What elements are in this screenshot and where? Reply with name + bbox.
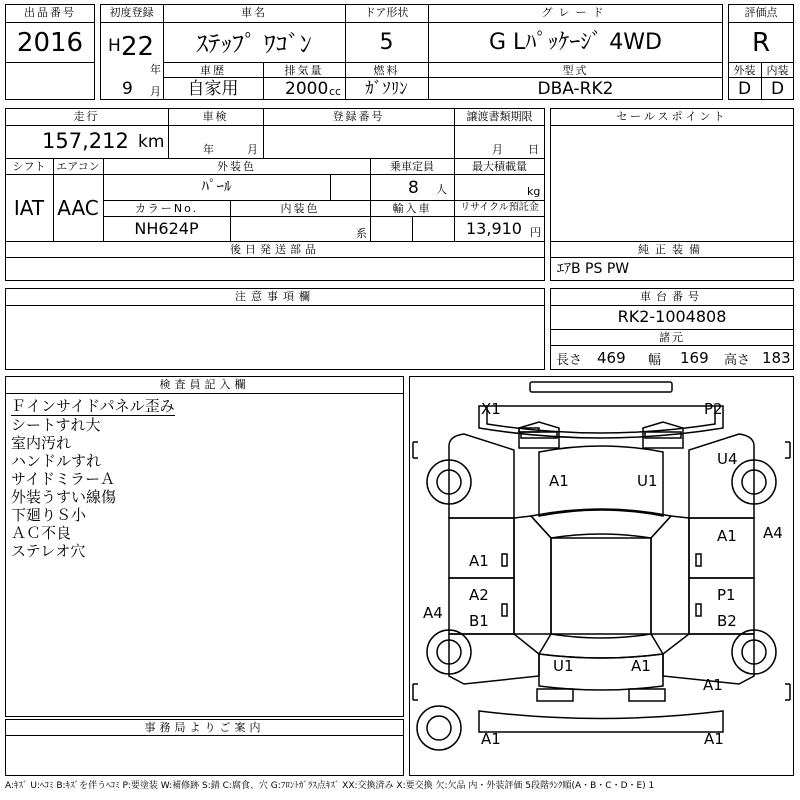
score-value: R (751, 28, 771, 58)
later-parts-header: 後日発送部品 (230, 243, 320, 256)
length-label: 長さ (556, 353, 583, 368)
transfer-header: 譲渡書類期限 (466, 110, 533, 123)
mileage-header: 走行 (73, 110, 100, 123)
cc-unit: cc (329, 85, 342, 98)
exterior-value: D (737, 79, 752, 99)
equipment-value: ｴｱB PS PW (557, 261, 630, 277)
import-header: 輸入車 (392, 202, 432, 215)
notes-header: 注意事項欄 (235, 290, 315, 303)
kg-unit: kg (527, 185, 541, 198)
height-value: 183 (762, 349, 791, 367)
specs-header: 諸元 (659, 331, 685, 344)
car-damage-diagram (409, 376, 794, 776)
damage-a1-fr-door: A1 (717, 527, 737, 545)
recycle-header: リサイクル預託金 (460, 202, 539, 213)
exterior-header: 外装 (733, 64, 756, 77)
shift-header: シフト (12, 160, 46, 173)
mileage-value: 157,212 (42, 129, 129, 153)
transfer-month: 月 (492, 143, 503, 156)
model-header: 型式 (562, 64, 589, 77)
inspection-year: 年 (203, 143, 214, 156)
car-name-value: ｽﾃｯﾌﾟ ﾜｺﾞﾝ (196, 30, 312, 58)
interior-value: D (770, 79, 785, 99)
capacity-value: 8 (408, 178, 419, 198)
inspector-note: 室内汚れ (11, 434, 72, 452)
damage-a1-bottom-r: A1 (704, 730, 724, 748)
width-value: 169 (680, 349, 709, 367)
lot-no-value: 2016 (16, 28, 84, 58)
length-value: 469 (597, 349, 626, 367)
inspector-note: Ｆインサイドパネル歪み (11, 397, 175, 415)
color-no-header: カラーNo. (134, 202, 199, 215)
lot-no-header: 出品番号 (24, 6, 76, 19)
damage-x1: X1 (481, 400, 501, 418)
inspector-note: サイドミラーＡ (11, 470, 115, 488)
month-value: 9 (122, 79, 133, 99)
grade-value: G Lﾊﾟｯｹｰｼﾞ 4WD (489, 30, 662, 55)
yen-unit: 円 (530, 226, 541, 239)
inspector-header: 検査員記入欄 (159, 378, 250, 391)
inspector-note: ステレオ穴 (11, 542, 86, 560)
color-no-value: NH624P (134, 219, 199, 238)
sales-point-header: セールスポイント (616, 110, 728, 123)
model-value: DBA-RK2 (537, 79, 614, 99)
door-value: 5 (379, 30, 394, 55)
width-label: 幅 (648, 353, 662, 368)
km-unit: km (138, 132, 165, 152)
damage-u1-rear: U1 (553, 657, 574, 675)
damage-a1-rear: A1 (631, 657, 651, 675)
office-header: 事務局よりご案内 (144, 721, 265, 734)
car-name-header: 車名 (241, 6, 267, 19)
first-reg-header: 初度登録 (109, 6, 154, 19)
inspector-note: シートすれ大 (11, 416, 101, 434)
transfer-day: 日 (528, 143, 539, 156)
displacement-value: 2000 (285, 79, 329, 99)
ext-color-header: 外装色 (217, 160, 256, 173)
chassis-value: RK2-1004808 (617, 307, 727, 326)
damage-u4: U4 (717, 450, 738, 468)
era-value: H (108, 36, 121, 56)
capacity-header: 乗車定員 (390, 160, 434, 173)
person-unit: 人 (436, 183, 447, 196)
ext-color-value: ﾊﾟｰﾙ (201, 177, 232, 195)
inspector-notes-list (11, 396, 175, 560)
damage-a1-rear-r: A1 (703, 676, 723, 694)
damage-legend: A:ｷｽﾞ U:ﾍｺﾐ B:ｷｽﾞを伴うﾍｺﾐ P:要塗装 W:補修跡 S:錆 C:腐食、穴 G:ﾌﾛﾝﾄｶﾞﾗｽ点ｷｽﾞ XX:交換済み X:要交換 欠:欠品 内・外装評価 5段階ﾗﾝｸ順(A・B・C・D・E) 1 (5, 781, 655, 791)
year-value: 22 (121, 32, 155, 62)
ac-header: エアコン (56, 160, 100, 173)
damage-a1-fl-door: A1 (469, 552, 489, 570)
fuel-value: ｶﾞｿﾘﾝ (365, 79, 408, 99)
interior-header: 内装 (766, 64, 789, 77)
inspector-note: ＡＣ不良 (11, 524, 72, 542)
shift-value: IAT (13, 196, 45, 220)
door-header: ドア形状 (364, 6, 409, 19)
damage-a2: A2 (469, 586, 489, 604)
month-unit: 月 (150, 85, 161, 98)
chassis-header: 車台番号 (640, 290, 704, 303)
max-load-header: 最大積載量 (472, 160, 527, 173)
damage-u1-hood-r: U1 (637, 472, 658, 490)
inspector-note: 下廻りＳ小 (11, 506, 87, 524)
damage-a1-hood-l: A1 (549, 472, 569, 490)
damage-a1-bottom-l: A1 (481, 730, 501, 748)
int-color-header: 内装色 (280, 202, 320, 215)
inspection-header: 車検 (202, 110, 229, 123)
displacement-header: 排気量 (284, 64, 324, 77)
fuel-header: 燃料 (373, 64, 400, 77)
recycle-value: 13,910 (466, 219, 522, 238)
damage-a4-right: A4 (763, 524, 783, 542)
ac-value: AAC (57, 196, 99, 220)
damage-p1: P1 (717, 586, 736, 604)
inspector-note: 外装うすい線傷 (11, 488, 117, 506)
damage-p2: P2 (704, 400, 723, 418)
reg-no-header: 登録番号 (332, 110, 385, 123)
damage-b1: B1 (469, 612, 489, 630)
height-label: 高さ (724, 353, 751, 368)
history-header: 車歴 (200, 64, 226, 77)
damage-a4-left: A4 (423, 604, 443, 622)
year-unit: 年 (150, 63, 161, 76)
damage-b2: B2 (717, 612, 737, 630)
equipment-header: 純正装備 (638, 243, 706, 256)
inspection-month: 月 (247, 143, 258, 156)
inspector-note: ハンドルすれ (11, 452, 102, 470)
score-header: 評価点 (744, 6, 778, 19)
int-color-suffix: 系 (356, 227, 367, 240)
history-value: 自家用 (187, 79, 239, 99)
grade-header: グレード (541, 6, 610, 19)
